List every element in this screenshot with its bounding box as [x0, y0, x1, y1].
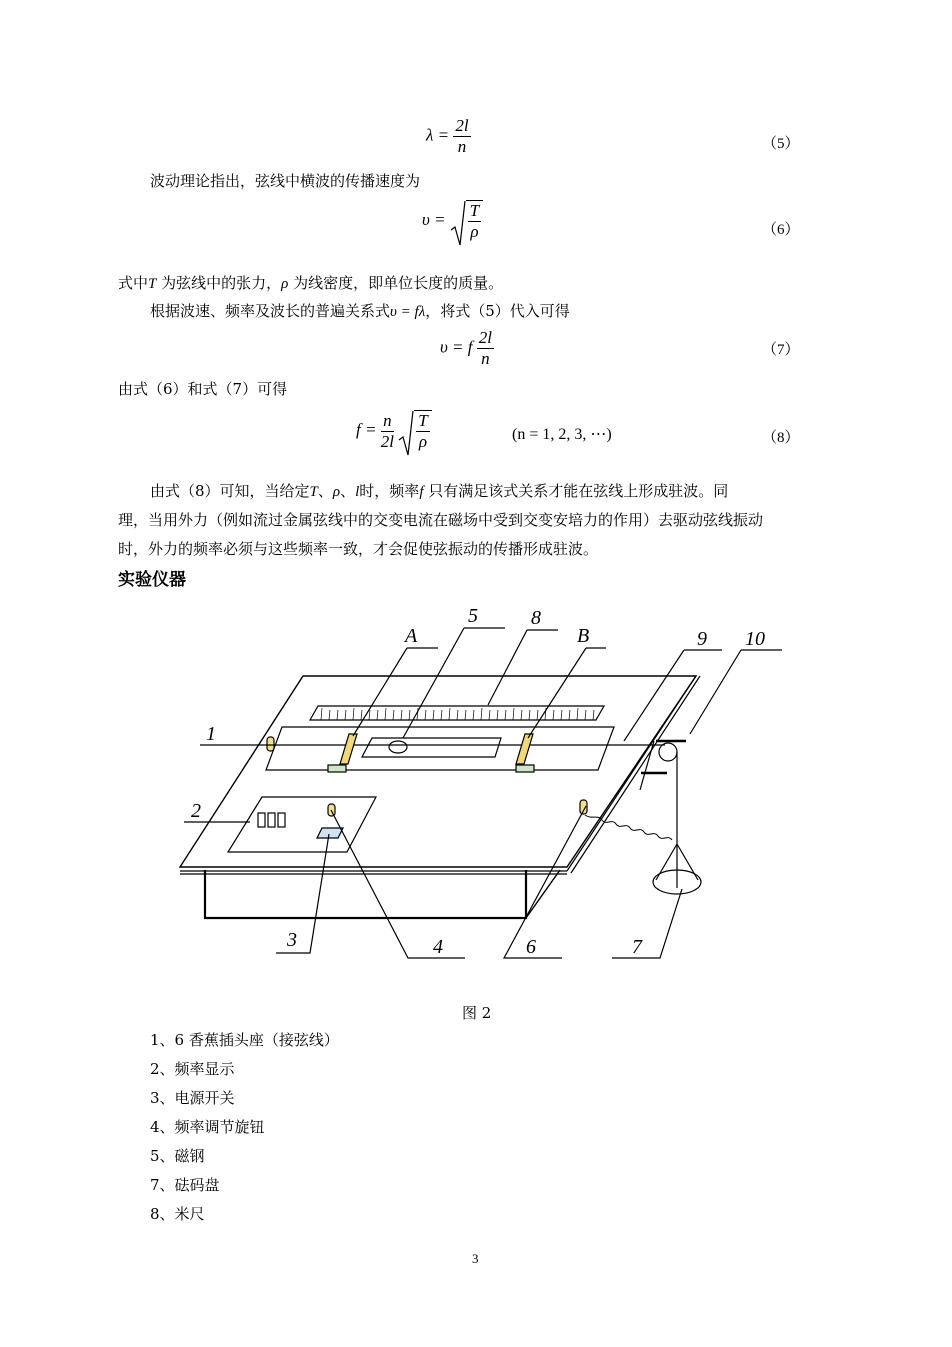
board-top — [180, 676, 696, 867]
label-3: 3 — [287, 929, 297, 951]
banana-plug-1 — [267, 737, 274, 751]
section-title: 实验仪器 — [118, 570, 186, 590]
label-a: A — [405, 625, 418, 647]
eq6-denominator: ρ — [470, 222, 479, 241]
eq8-numerator: n — [381, 411, 394, 432]
paragraph-tension: 式中T 为弦线中的张力，ρ 为线密度，即单位长度的质量。 — [118, 274, 504, 292]
stand-side — [526, 870, 560, 918]
eq6-numerator: T — [469, 201, 480, 220]
bridge-b-base — [516, 765, 534, 772]
page-number: 3 — [472, 1251, 479, 1266]
legend-item: 4、频率调节旋钮 — [150, 1118, 265, 1136]
digit-2 — [268, 813, 275, 827]
banana-plug-6 — [580, 800, 587, 814]
ruler-ticks — [321, 708, 594, 720]
legend-item: 7、砝码盘 — [150, 1176, 220, 1194]
eq8-sqrt-denominator: ρ — [418, 432, 427, 451]
eq6-number: （6） — [762, 222, 800, 238]
leader-7 — [612, 889, 682, 958]
spring-coil — [585, 815, 672, 840]
eq7-fraction — [477, 328, 494, 369]
label-7: 7 — [632, 936, 642, 958]
eq5-numerator: 2l — [455, 116, 469, 135]
eq7-numerator: 2l — [478, 328, 492, 347]
weight-pan — [653, 870, 701, 894]
eq7-number: （7） — [762, 342, 800, 358]
label-b: B — [577, 625, 590, 647]
label-2: 2 — [191, 800, 201, 822]
equation-5 — [426, 116, 471, 157]
eq8-lhs: f = — [356, 419, 377, 439]
leader-4 — [331, 810, 465, 958]
legend-item: 2、频率显示 — [150, 1060, 235, 1078]
equation-7 — [440, 328, 494, 369]
eq5-lhs: λ = — [426, 125, 450, 145]
legend-item: 3、电源开关 — [150, 1089, 235, 1107]
digit-3 — [278, 813, 285, 827]
eq6-sqrt — [450, 200, 483, 242]
label-8: 8 — [531, 607, 541, 629]
bridge-a-base — [328, 765, 346, 772]
paragraph-given-line2: 理，当用外力（例如流过金属弦线中的交变电流在磁场中受到交变安培力的作用）去驱动弦线振动 — [118, 511, 764, 529]
eq5-number: （5） — [762, 136, 800, 152]
paragraph-given-line1: 由式（8）可知，当给定T、ρ、l时，频率f 只有满足该式关系才能在弦线上形成驻波。同 — [150, 482, 729, 500]
bridge-b — [516, 734, 533, 764]
label-4: 4 — [433, 936, 443, 958]
figure-caption: 图 2 — [462, 1004, 492, 1022]
magnet — [389, 741, 407, 753]
eq8-sqrt-numerator: T — [418, 411, 428, 430]
magnet-slot — [362, 738, 501, 757]
label-5: 5 — [468, 605, 478, 627]
eq8-fraction — [381, 411, 394, 452]
eq7-lhs: υ = f — [440, 337, 473, 357]
eq8-condition: (n = 1, 2, 3, ⋯) — [512, 426, 612, 443]
eq6-lhs: υ = — [422, 209, 446, 229]
eq7-denominator: n — [481, 349, 490, 368]
paragraph-wave-theory: 波动理论指出，弦线中横波的传播速度为 — [150, 172, 421, 190]
label-1: 1 — [206, 723, 216, 745]
eq8-denominator: 2l — [380, 431, 394, 451]
eq5-fraction — [453, 116, 470, 157]
ruler — [310, 706, 604, 720]
control-panel — [228, 797, 376, 852]
label-9: 9 — [697, 628, 707, 650]
track-panel — [266, 727, 614, 770]
label-6: 6 — [526, 936, 536, 958]
label-10: 10 — [745, 628, 765, 650]
stand-base — [205, 870, 526, 918]
legend-item: 5、磁钢 — [150, 1147, 205, 1165]
paragraph-relation: 根据波速、频率及波长的普遍关系式υ = fλ，将式（5）代入可得 — [150, 302, 570, 320]
power-switch-knob — [328, 804, 335, 816]
eq8-sqrt — [398, 410, 431, 452]
legend-item: 8、米尺 — [150, 1205, 205, 1223]
digit-1 — [258, 813, 265, 827]
eq5-denominator: n — [457, 137, 467, 156]
equation-8 — [356, 410, 432, 452]
eq8-number: （8） — [762, 430, 800, 446]
legend-item: 1、6 香蕉插头座（接弦线） — [150, 1031, 339, 1049]
equation-6 — [422, 200, 483, 242]
paragraph-given-line3: 时，外力的频率必须与这些频率一致，才会促使弦振动的传播形成驻波。 — [118, 540, 599, 558]
leader-3 — [276, 834, 329, 953]
bridge-a — [340, 734, 357, 764]
pulley — [659, 743, 677, 761]
paragraph-combine: 由式（6）和式（7）可得 — [118, 380, 288, 398]
leader-6 — [504, 806, 586, 958]
freq-knob — [317, 828, 343, 838]
